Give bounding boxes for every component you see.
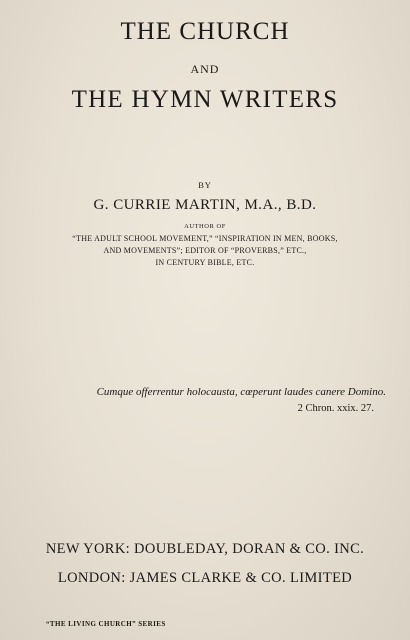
publisher-london: LONDON: JAMES CLARKE & CO. LIMITED — [57, 570, 353, 586]
author-credits-line-1: “THE ADULT SCHOOL MOVEMENT,” “INSPIRATION IN MEN, BOOKS, — [72, 234, 338, 243]
author-of-label: AUTHOR OF — [184, 223, 226, 230]
author-credits-line-3: IN CENTURY BIBLE, ETC. — [155, 258, 255, 267]
epigraph-reference: 2 Chron. xxix. 27. — [297, 403, 374, 414]
book-title-conjunction: AND — [190, 62, 220, 76]
book-title-line-1: THE CHURCH — [120, 18, 290, 45]
series-name: “THE LIVING CHURCH” SERIES — [46, 620, 166, 628]
publisher-new-york: NEW YORK: DOUBLEDAY, DORAN & CO. INC. — [45, 541, 365, 557]
epigraph-quote: Cumque offerrentur holocausta, cœperunt laudes canere Domino. — [96, 386, 386, 398]
author-name: G. CURRIE MARTIN, M.A., B.D. — [93, 197, 317, 213]
book-title-line-2: THE HYMN WRITERS — [71, 86, 339, 113]
author-credits-line-2: AND MOVEMENTS”; EDITOR OF “PROVERBS,” ETC., — [103, 246, 307, 255]
byline-by: BY — [198, 180, 212, 190]
